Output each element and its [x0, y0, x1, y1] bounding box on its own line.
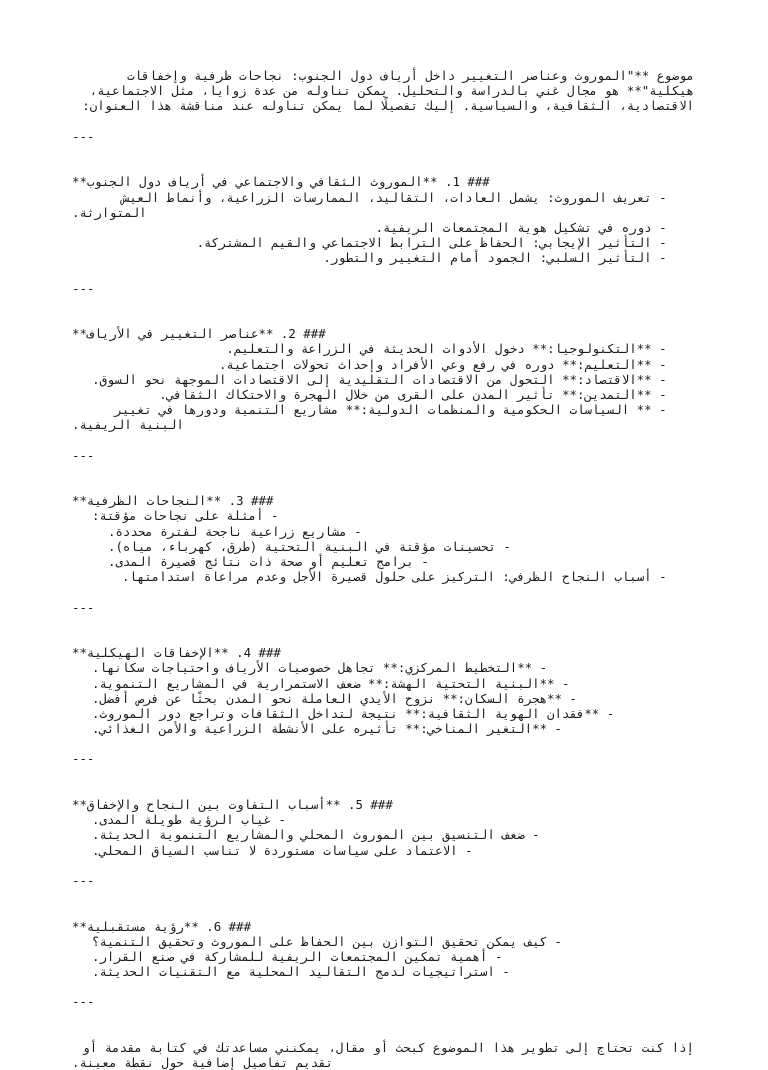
- list-item: - **التغير المناخي:** تأثيره على الأنشطة الزراعية والأمن الغذائي.: [92, 721, 570, 737]
- list-item: - تعريف الموروث: يشمل العادات، التقاليد، الممارسات الزراعية، وأنماط العيش: [121, 189, 674, 205]
- intro-line: هيكلية"** هو مجال غني بالدراسة والتحليل. يمكن تناوله من عدة زوايا، مثل الاجتماعية،: [89, 83, 694, 99]
- list-item: - **التمدين:** تأثير المدن على القرى من خلال الهجرة والاحتكاك الثقافي.: [159, 386, 674, 402]
- list-item: - **التكنولوجيا:** دخول الأدوات الحديثة في الزراعة والتعليم.: [226, 341, 674, 357]
- separator: ---: [72, 128, 95, 144]
- intro-line: الاقتصادية، الثقافية، والسياسية. إليك تفصيلًا لما يمكن تناوله عند مناقشة هذا العنوان:: [82, 98, 694, 114]
- section-heading: ### 6. **رؤية مستقبلية**: [72, 918, 252, 934]
- list-item: - ضعف التنسيق بين الموروث المحلي والمشاريع التنموية الحديثة.: [92, 827, 548, 843]
- section-heading: ### 5. **أسباب التفاوت بين النجاح والإخفاق**: [72, 797, 393, 812]
- separator: ---: [72, 280, 95, 296]
- sub-list-item: - مشاريع زراعية ناجحة لفترة محددة.: [108, 523, 370, 539]
- document-body: [72, 68, 694, 1070]
- closing-line: إذا كنت تحتاج إلى تطوير هذا الموضوع كبحث أو مقال، يمكنني مساعدتك في كتابة مقدمة أو: [82, 1040, 694, 1055]
- sub-list-item: - تحسينات مؤقتة في البنية التحتية (طرق، كهرباء، مياه).: [108, 538, 519, 554]
- separator: ---: [72, 994, 95, 1010]
- list-item: - **التعليم:** دوره في رفع وعي الأفراد وإحداث تحولات اجتماعية.: [218, 356, 674, 372]
- list-item: - **البنية التحتية الهشة:** ضعف الاستمرارية في المشاريع التنموية.: [92, 675, 577, 691]
- separator: ---: [72, 872, 95, 888]
- list-item: - أهمية تمكين المجتمعات الريفية للمشاركة في صنع القرار.: [92, 948, 510, 964]
- list-item-continuation: المتوارثة.: [72, 204, 147, 220]
- sub-list-item: - برامج تعليم أو صحة ذات نتائج قصيرة المدى.: [108, 554, 437, 569]
- separator: ---: [72, 599, 95, 615]
- list-item: - كيف يمكن تحقيق التوازن بين الحفاظ على الموروث وتحقيق التنمية؟: [92, 933, 570, 949]
- intro-line: موضوع **"الموروث وعناصر التغيير داخل أرياف دول الجنوب: نجاحات ظرفية وإخفاقات: [127, 68, 694, 83]
- list-item-continuation: البنية الريفية.: [72, 417, 184, 433]
- list-item: - **هجرة السكان:** نزوح الأيدي العاملة نحو المدن بحثًا عن فرص أفضل.: [92, 690, 585, 706]
- list-item: - التأثير الإيجابي: الحفاظ على الترابط الاجتماعي والقيم المشتركة.: [196, 235, 674, 251]
- separator: ---: [72, 447, 95, 463]
- list-item: - **الاقتصاد:** التحول من الاقتصادات التقليدية إلى الاقتصادات الموجهة نحو السوق.: [92, 371, 674, 387]
- separator: ---: [72, 751, 95, 767]
- list-item: - التأثير السلبي: الجمود أمام التغيير والتطور.: [323, 250, 674, 266]
- section-heading: ### 4. **الإخفاقات الهيكلية**: [72, 645, 281, 661]
- list-item: - استراتيجيات لدمج التقاليد المحلية مع التقنيات الحديثة.: [92, 964, 518, 980]
- list-item: - دوره في تشكيل هوية المجتمعات الريفية.: [375, 219, 674, 235]
- list-item: - أمثلة على نجاحات مؤقتة:: [92, 508, 286, 524]
- list-item: - ** السياسات الحكومية والمنظمات الدولية:** مشاريع التنمية ودورها في تغيير: [114, 402, 674, 418]
- list-item: - الاعتماد على سياسات مستوردة لا تناسب السياق المحلي.: [92, 842, 480, 858]
- list-item: - **التخطيط المركزي:** تجاهل خصوصيات الأرياف واحتياجات سكانها.: [92, 660, 555, 676]
- list-item: - أسباب النجاح الظرفي: التركيز على حلول قصيرة الأجل وعدم مراعاة استدامتها.: [121, 569, 674, 585]
- section-heading: ### 2. **عناصر التغيير في الأرياف**: [72, 326, 326, 342]
- section-heading: ### 3. **النجاحات الظرفية**: [72, 493, 274, 509]
- closing-line: تقديم تفاصيل إضافية حول نقطة معينة.: [72, 1055, 334, 1070]
- list-item: - غياب الرؤية طويلة المدى.: [92, 812, 294, 828]
- section-heading: ### 1. **الموروث الثقافي والاجتماعي في أرياف دول الجنوب**: [72, 174, 490, 190]
- list-item: - **فقدان الهوية الثقافية:** نتيجة لتداخل الثقافات وتراجع دور الموروث.: [92, 705, 622, 721]
